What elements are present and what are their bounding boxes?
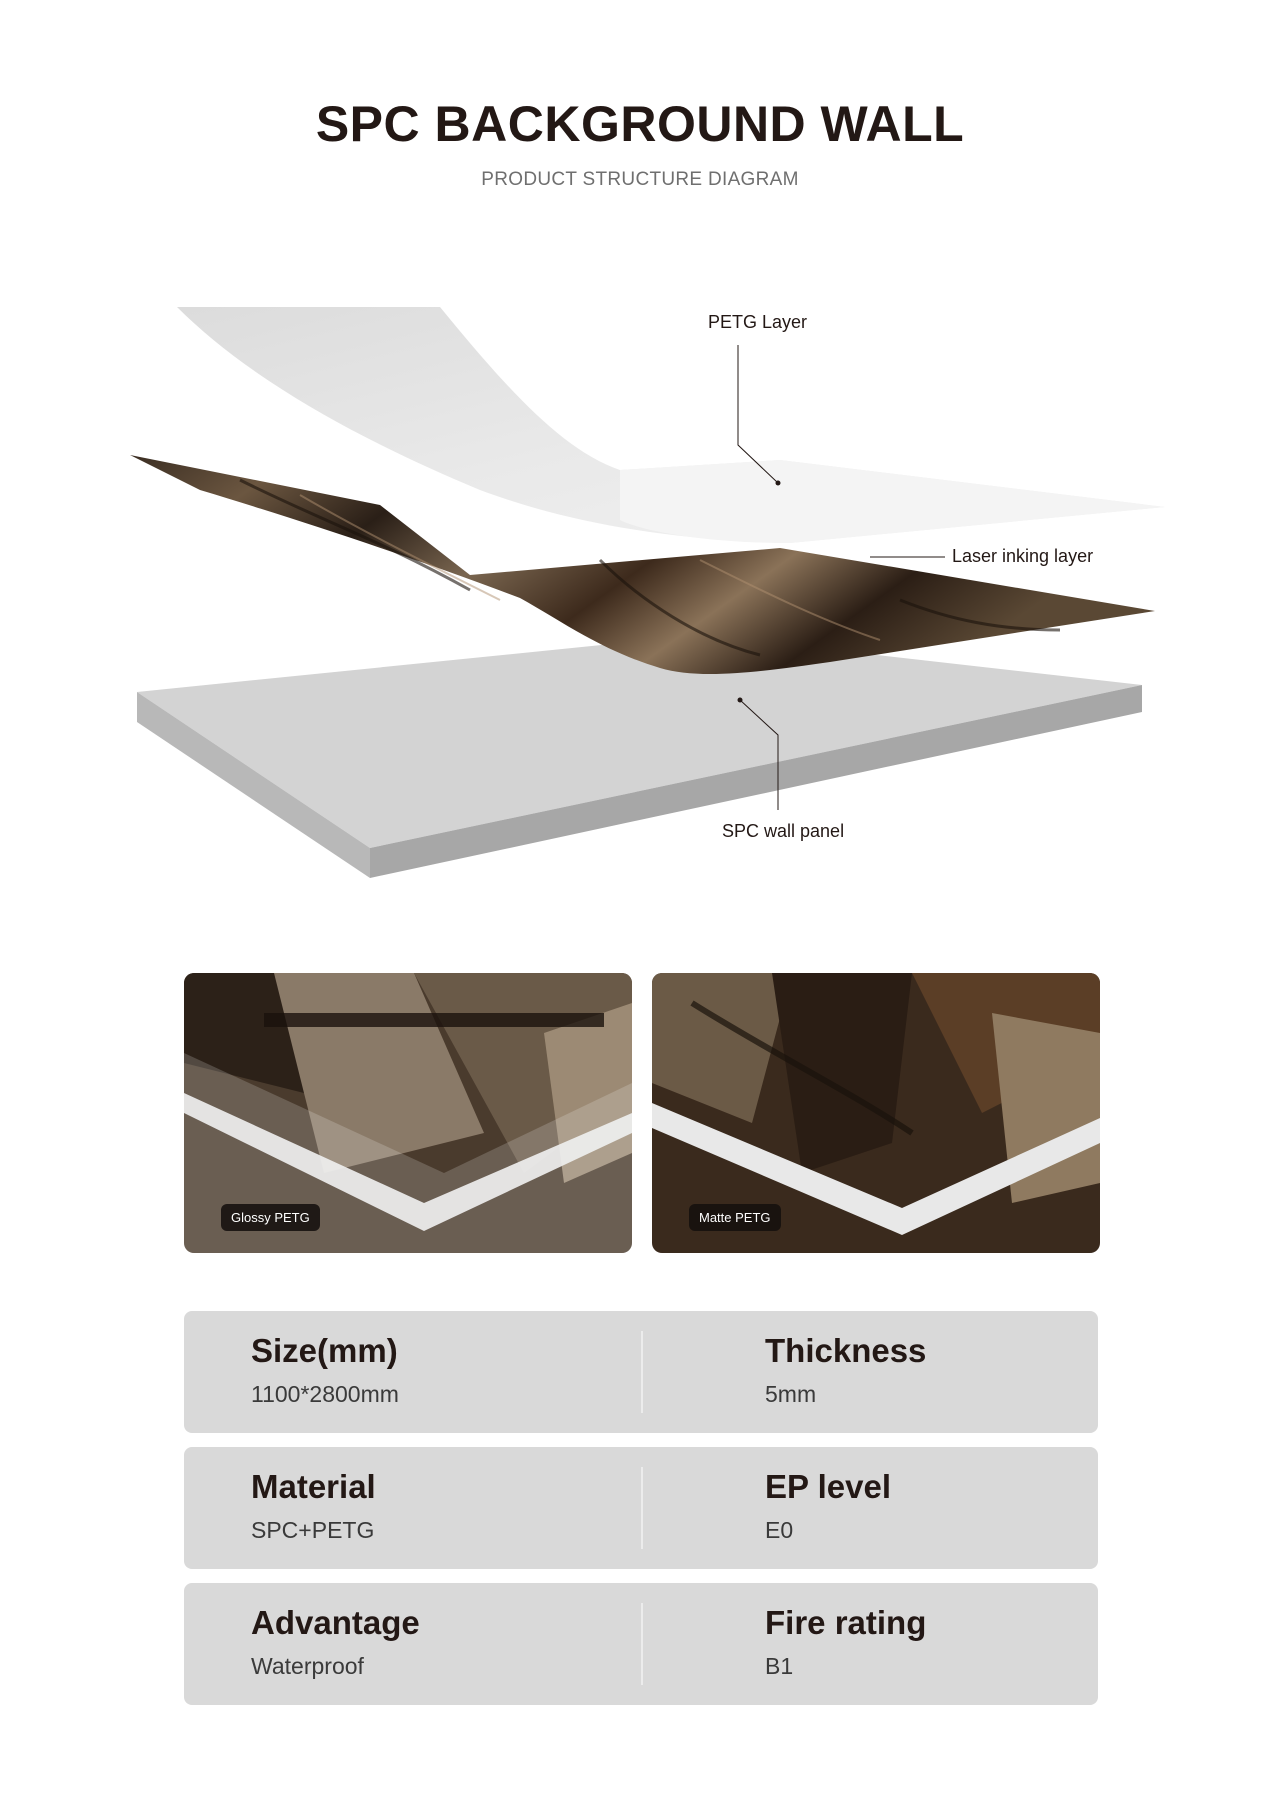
matte-petg-sample-image	[652, 973, 1100, 1253]
sample-label-matte: Matte PETG	[689, 1204, 781, 1231]
spec-label: EP level	[765, 1468, 891, 1505]
sample-label-glossy: Glossy PETG	[221, 1204, 320, 1231]
page-title: SPC BACKGROUND WALL	[315, 96, 965, 152]
spec-value: B1	[765, 1652, 794, 1679]
spec-divider	[641, 1331, 643, 1413]
spc-panel-shape	[137, 635, 1142, 878]
panel-marker-dot	[738, 698, 743, 703]
spec-label: Advantage	[251, 1604, 420, 1641]
spec-divider	[641, 1467, 643, 1549]
callout-spc-wall-panel: SPC wall panel	[722, 821, 845, 841]
spec-value: 1100*2800mm	[251, 1380, 399, 1407]
spec-value: SPC+PETG	[251, 1516, 375, 1543]
petg-marker-dot	[776, 481, 781, 486]
spec-label: Fire rating	[765, 1604, 927, 1641]
spec-row	[184, 1311, 1098, 1433]
spec-value: 5mm	[765, 1380, 817, 1407]
spec-label: Size(mm)	[251, 1332, 398, 1369]
spec-label: Thickness	[765, 1332, 927, 1369]
spec-label: Material	[251, 1468, 376, 1505]
glossy-petg-sample-image	[184, 973, 632, 1253]
spec-row	[184, 1583, 1098, 1705]
structure-diagram	[0, 260, 1280, 900]
callout-petg-layer: PETG Layer	[708, 312, 808, 332]
spec-value: E0	[765, 1516, 794, 1543]
spec-row	[184, 1447, 1098, 1569]
spec-divider	[641, 1603, 643, 1685]
callout-laser-inking-layer: Laser inking layer	[952, 546, 1094, 566]
spec-value: Waterproof	[251, 1652, 364, 1679]
page-subtitle: PRODUCT STRUCTURE DIAGRAM	[481, 169, 799, 190]
